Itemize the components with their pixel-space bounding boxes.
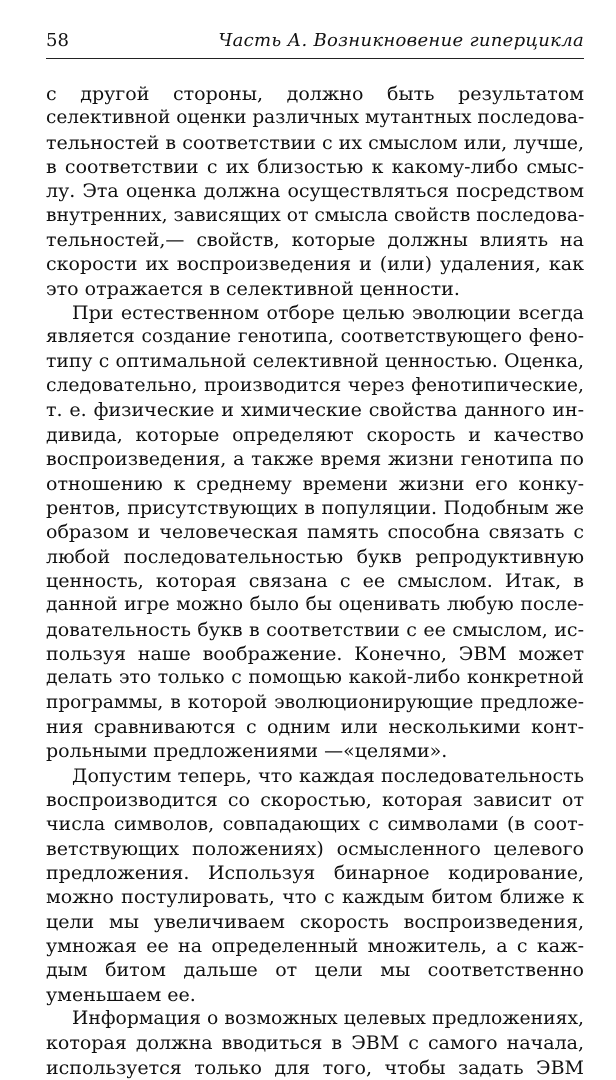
text-line: ния сравниваются с одним или несколькими конт- (46, 715, 584, 738)
text-line: образом и человеческая память способна связать с (46, 521, 584, 544)
text-line: умножая ее на определенный множитель, а с каж- (46, 935, 584, 958)
text-line: в соответствии с их близостью к какому-либо смыс- (46, 156, 584, 179)
text-line: рентов, присутствующих в популяции. Подобным же (46, 496, 584, 519)
text-line: внутренних, зависящих от смысла свойств последова- (46, 204, 585, 226)
text-line: ветствующих положениях) осмысленного целевого (46, 837, 584, 860)
text-line: тельностей в соответствии с их смыслом или, лучше, (46, 131, 584, 154)
text-line: предложения. Используя бинарное кодирование, (46, 862, 584, 884)
text-line: ценность, которая связана с ее смыслом. Итак, в (46, 569, 584, 592)
text-line: используется только для того, чтобы задать ЭВМ (46, 1056, 584, 1079)
paragraph (46, 301, 584, 764)
body-text (46, 82, 584, 1080)
text-line: следовательно, производится через фенотипические, (46, 375, 584, 397)
text-line: воспроизводится со скоростью, которая зависит от (46, 788, 584, 811)
text-line: рольными предложениями —«целями». (46, 740, 448, 763)
paragraph (46, 82, 584, 301)
text-line: лу. Эта оценка должна осуществляться посредством (46, 180, 584, 203)
page-header (46, 28, 584, 59)
text-line: с другой стороны, должно быть результатом (46, 83, 584, 105)
text-line: дивида, которые определяют скорость и качество (46, 423, 584, 446)
text-line: селективной оценки различных мутантных последова- (46, 107, 585, 129)
text-line: При естественном отборе целью эволюции всегда (72, 302, 584, 325)
text-line: программы, в которой эволюционирующие предложе- (46, 691, 584, 713)
text-line: можно постулировать, что с каждым битом ближе к (46, 886, 584, 909)
text-line: числа символов, совпадающих с символами (в соот- (46, 813, 584, 836)
text-line: скорости их воспроизведения и (или) удаления, как (46, 253, 584, 276)
text-line: т. е. физические и химические свойства данного ин- (46, 399, 584, 422)
paragraph (46, 764, 584, 1007)
text-line: типу с оптимальной селективной ценностью. Оценка, (46, 350, 584, 372)
text-line: довательность букв в соответствии с ее смыслом, ис- (46, 618, 584, 641)
text-line: Информация о возможных целевых предложениях, (72, 1008, 584, 1030)
paragraph (46, 1007, 584, 1080)
text-line: цели мы увеличиваем скорость воспроизведения, (46, 910, 584, 933)
text-line: уменьшаем ее. (46, 983, 196, 1006)
text-line: делать это только с помощью какой-либо конкретной (46, 667, 584, 689)
page-number: 58 (46, 30, 69, 51)
text-line: которая должна вводиться в ЭВМ с самого начала, (46, 1032, 584, 1055)
text-line: отношению к среднему времени жизни его конку- (46, 472, 584, 495)
text-line: воспроизведения, а также время жизни генотипа по (46, 448, 584, 471)
text-line: любой последовательностью букв репродуктивную (46, 545, 584, 568)
text-line: дым битом дальше от цели мы соответственно (46, 959, 584, 982)
text-line: пользуя наше воображение. Конечно, ЭВМ может (46, 642, 584, 665)
text-line: это отражается в селективной ценности. (46, 277, 460, 300)
text-line: тельностей,— свойств, которые должны влиять на (46, 229, 584, 252)
running-head: Часть А. Возникновение гиперцикла (218, 30, 584, 51)
text-line: данной игре можно было бы оценивать любую после- (46, 594, 584, 616)
text-line: является создание генотипа, соответствующего фено- (46, 326, 584, 348)
text-line: Допустим теперь, что каждая последовательность (72, 764, 584, 787)
